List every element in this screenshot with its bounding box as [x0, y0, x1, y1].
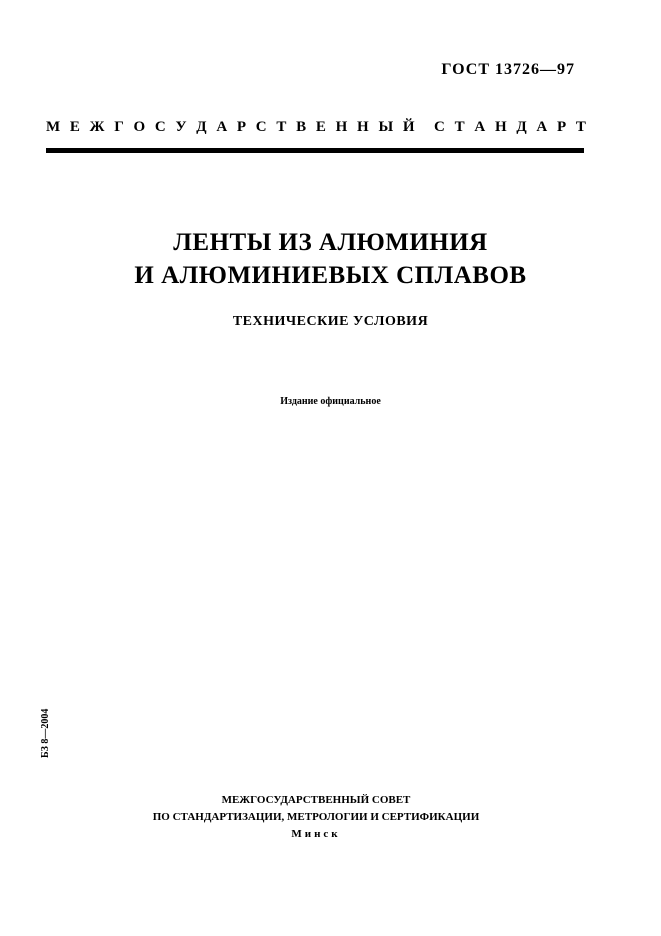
standard-type-letter: Р [557, 119, 567, 135]
standard-type-letter: Ы [378, 119, 394, 135]
standard-type-letter: Р [236, 119, 247, 135]
standard-type-letter: А [474, 119, 486, 135]
document-title [0, 226, 661, 292]
standard-type-letter: Д [516, 119, 527, 135]
standard-type-letter: Е [315, 119, 326, 135]
document-subtitle: ТЕХНИЧЕСКИЕ УСЛОВИЯ [232, 314, 429, 329]
title-line-1: ЛЕНТЫ ИЗ АЛЮМИНИЯ [173, 229, 488, 256]
publisher-city: Минск [291, 828, 341, 840]
standard-type-letter: С [434, 119, 445, 135]
gost-number: ГОСТ 13726—97 [441, 61, 575, 78]
standard-type-letter: С [154, 119, 166, 135]
title-line-2: И АЛЮМИНИЕВЫХ СПЛАВОВ [134, 262, 527, 289]
standard-type-letter: В [296, 119, 307, 135]
standard-type-letter: А [536, 119, 548, 135]
standard-type-letter: Е [69, 119, 80, 135]
standard-type-letter: Т [276, 119, 287, 135]
standard-type-letter: А [216, 119, 228, 135]
standard-type-letter: Й [402, 119, 415, 135]
side-code: БЗ 8—2004 [40, 708, 51, 758]
publisher-line-1: МЕЖГОСУДАРСТВЕННЫЙ СОВЕТ [221, 794, 411, 806]
publisher-line-2: ПО СТАНДАРТИЗАЦИИ, МЕТРОЛОГИИ И СЕРТИФИКАЦИИ [152, 811, 480, 823]
standard-type-letter: Ж [89, 119, 105, 135]
standard-type-letter: Н [335, 119, 348, 135]
standard-type-letter: Т [454, 119, 465, 135]
standard-type-letter: У [175, 119, 187, 135]
standard-type-letter: О [133, 119, 146, 135]
standard-type-letter: М [46, 119, 61, 135]
standard-type-letter: Т [575, 119, 586, 135]
publisher-block [0, 792, 632, 843]
standard-type-letter: С [255, 119, 267, 135]
standard-type-letter: Д [196, 119, 207, 135]
standard-type-letter: Н [357, 119, 369, 135]
standard-type-letter: Н [494, 119, 507, 135]
standard-type-heading [46, 119, 586, 136]
header-divider [46, 148, 584, 153]
edition-label: Издание официальное [280, 396, 381, 407]
standard-type-letter: Г [114, 119, 124, 135]
